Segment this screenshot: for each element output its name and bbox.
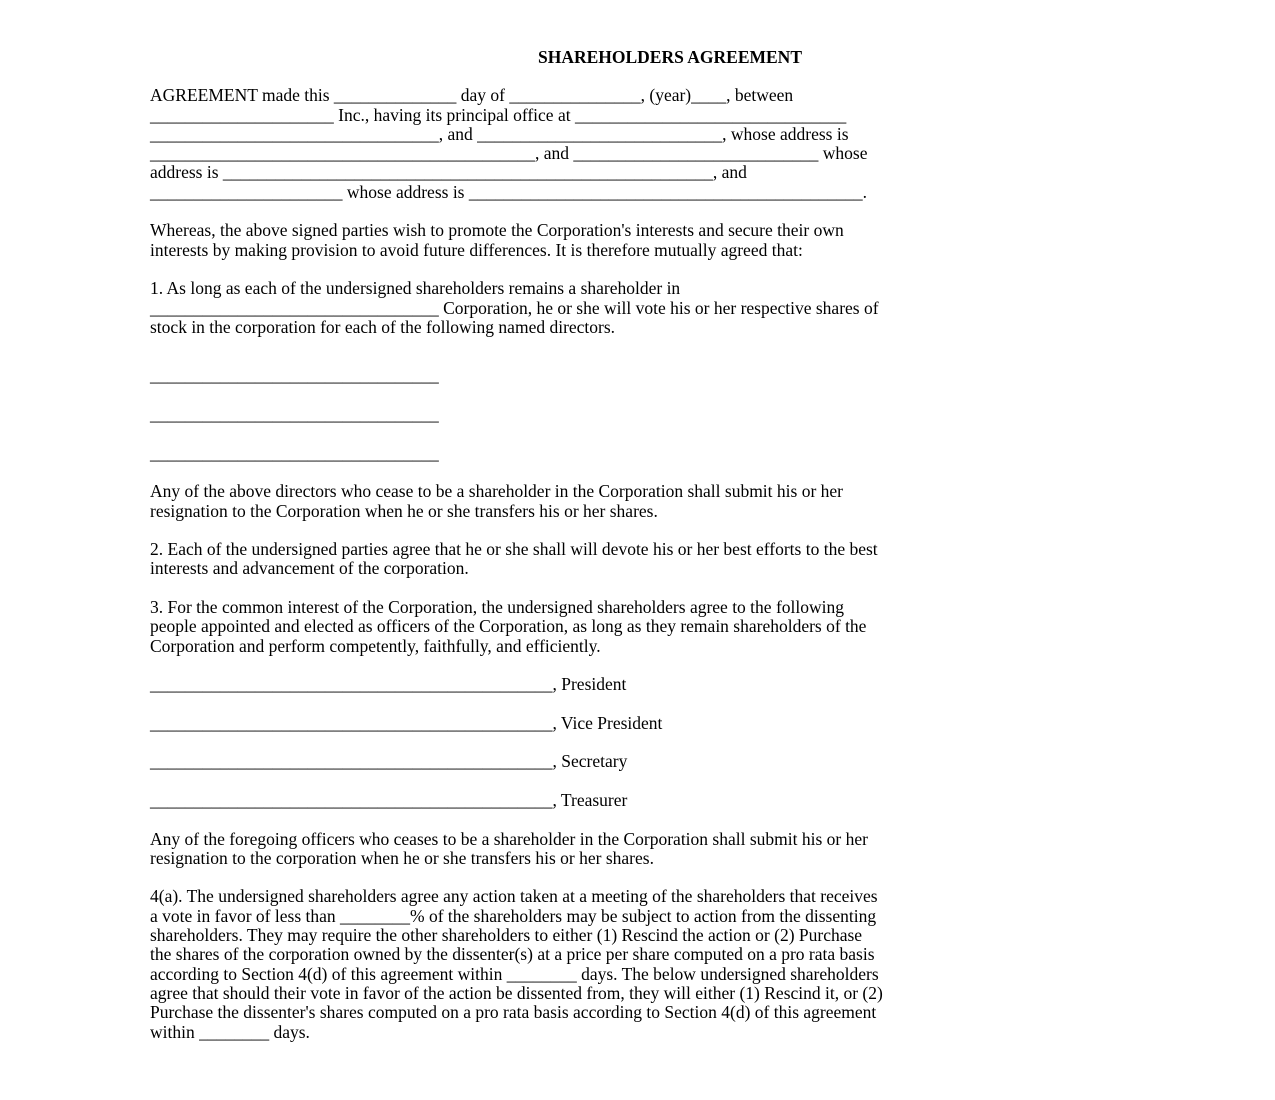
section-3-paragraph bbox=[150, 598, 1190, 656]
director-blank: _________________________________ bbox=[150, 365, 439, 386]
section-2-line: 2. Each of the undersigned parties agree that he or she shall will devote his or her best efforts to the best bbox=[150, 539, 878, 560]
directors-resignation-line: resignation to the Corporation when he or she transfers his or her shares. bbox=[150, 500, 658, 521]
document-page bbox=[150, 48, 1190, 1061]
section-4a-line: within ________ days. bbox=[150, 1021, 310, 1042]
section-4a-line: the shares of the corporation owned by the dissenter(s) at a price per share computed on a pro rata basis bbox=[150, 944, 875, 965]
section-4a-line: 4(a). The undersigned shareholders agree any action taken at a meeting of the shareholders that receives bbox=[150, 886, 878, 907]
officers-resignation-line: resignation to the corporation when he or she transfers his or her shares. bbox=[150, 847, 654, 868]
section-3-line: people appointed and elected as officers of the Corporation, as long as they remain shareholders of the bbox=[150, 616, 867, 637]
section-1-line: _________________________________ Corporation, he or she will vote his or her respective shares of bbox=[150, 297, 879, 318]
director-blank: _________________________________ bbox=[150, 404, 439, 425]
section-3-line: Corporation and perform competently, faithfully, and efficiently. bbox=[150, 635, 601, 656]
section-2-paragraph bbox=[150, 540, 1190, 579]
officer-secretary: ______________________________________________, Secretary bbox=[150, 751, 628, 772]
document-title: SHAREHOLDERS AGREEMENT bbox=[537, 47, 802, 67]
section-4a-line: shareholders. They may require the other shareholders to either (1) Rescind the action or (2) Purchase bbox=[150, 925, 863, 946]
whereas-line: interests by making provision to avoid future differences. It is therefore mutually agreed that: bbox=[150, 239, 803, 260]
opening-line: _________________________________, and ____________________________, whose address is bbox=[150, 123, 849, 144]
opening-line: AGREEMENT made this ______________ day of _______________, (year)____, between bbox=[150, 85, 794, 106]
opening-line: ____________________________________________, and ____________________________ whose bbox=[150, 143, 868, 164]
opening-line: _____________________ Inc., having its principal office at _______________________________ bbox=[150, 104, 847, 125]
section-4a-line: a vote in favor of less than ________% of the shareholders may be subject to action from the dissenting bbox=[150, 905, 877, 926]
opening-line: address is ________________________________________________________, and bbox=[150, 162, 747, 183]
section-4a-line: agree that should their vote in favor of the action be dissented from, they will either (1) Rescind it, or (2) bbox=[150, 982, 883, 1003]
opening-line: ______________________ whose address is _____________________________________________. bbox=[150, 181, 867, 202]
officers-resignation-line: Any of the foregoing officers who ceases to be a shareholder in the Corporation shall submit his or her bbox=[150, 828, 868, 849]
section-2-line: interests and advancement of the corporation. bbox=[150, 558, 469, 579]
directors-resignation-line: Any of the above directors who cease to be a shareholder in the Corporation shall submit his or her bbox=[150, 481, 844, 502]
director-blank: _________________________________ bbox=[150, 442, 439, 463]
section-4a-paragraph bbox=[150, 887, 1190, 1041]
section-1-line: stock in the corporation for each of the following named directors. bbox=[150, 316, 616, 337]
section-1-line: 1. As long as each of the undersigned shareholders remains a shareholder in bbox=[150, 278, 681, 299]
whereas-line: Whereas, the above signed parties wish to promote the Corporation's interests and secure their own bbox=[150, 220, 844, 241]
director-blanks bbox=[150, 356, 1190, 462]
section-4a-line: according to Section 4(d) of this agreement within ________ days. The below undersigned shareholders bbox=[150, 963, 879, 984]
officers-list bbox=[150, 675, 1190, 810]
officer-vice-president: ______________________________________________, Vice President bbox=[150, 712, 663, 733]
officer-treasurer: ______________________________________________, Treasurer bbox=[150, 789, 628, 810]
section-3-line: 3. For the common interest of the Corporation, the undersigned shareholders agree to the following bbox=[150, 597, 844, 618]
section-1-paragraph bbox=[150, 279, 1190, 337]
opening-paragraph bbox=[150, 86, 1190, 202]
officers-resignation-paragraph bbox=[150, 830, 1190, 869]
directors-resignation-paragraph bbox=[150, 482, 1190, 521]
whereas-paragraph bbox=[150, 221, 1190, 260]
section-4a-line: Purchase the dissenter's shares computed on a pro rata basis according to Section 4(d) of this agreement bbox=[150, 1002, 877, 1023]
officer-president: ______________________________________________, President bbox=[150, 674, 627, 695]
